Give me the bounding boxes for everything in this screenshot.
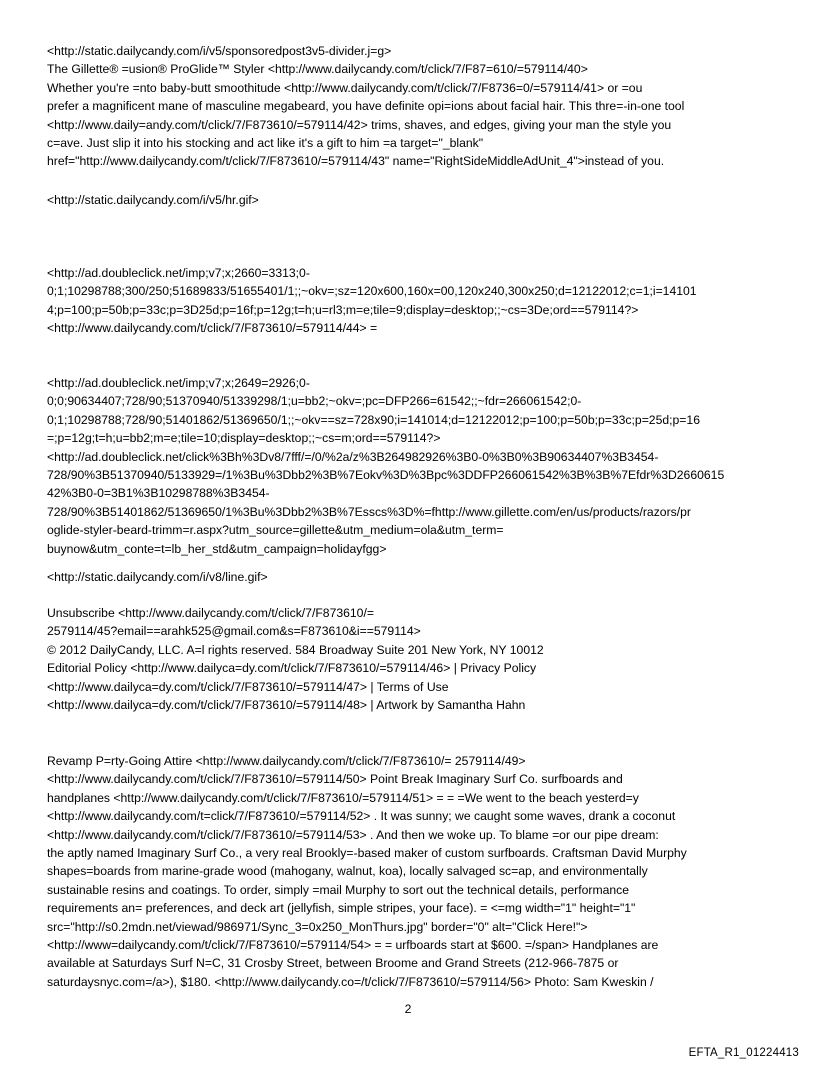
- text-line: © 2012 DailyCandy, LLC. A=l rights reserved. 584 Broadway Suite 201 New York, NY 10012: [47, 642, 544, 657]
- text-line: 42%3B0-0=3B1%3B10298788%3B3454-: [47, 486, 270, 501]
- text-line: <http://www=dailycandy.com/t/click/7/F873610/=579114/54> = = urfboards start at $600. =/span> Handplanes are: [47, 938, 659, 953]
- text-line: =;p=12g;t=h;u=bb2;m=e;tile=10;display=desktop;;~cs=m;ord==579114?>: [47, 431, 441, 446]
- text-line: <http://ad.doubleclick.net/imp;v7;x;2649=2926;0-: [47, 376, 310, 390]
- surf-article-block: [47, 752, 775, 991]
- text-line: 0;1;10298788;300/250;51689833/51655401/1;;~okv=;sz=120x600,160x=00,120x240,300x250;d=12122012;c=1;i=14101: [47, 284, 697, 299]
- text-line: prefer a magnificent mane of masculine megabeard, you have definite opi=ions about facial hair. This thre=-in-one tool: [47, 99, 685, 114]
- text-line: available at Saturdays Surf N=C, 31 Crosby Street, between Broome and Grand Streets (212-966-7875 or: [47, 956, 619, 971]
- text-line: requirements an= preferences, and deck art (jellyfish, simple stripes, your face). = <=mg width="1" height="1": [47, 901, 636, 916]
- text-line: buynow&utm_conte=t=lb_her_std&utm_campaign=holidayfgg>: [47, 541, 387, 556]
- text-line: sustainable resins and coatings. To order, simply =mail Murphy to sort out the technical details, performance: [47, 882, 630, 897]
- text-line: 0;1;10298788;728/90;51401862/51369650/1;;~okv==sz=728x90;i=141014;d=12122012;p=100;p=50b;p=33c;p=25d;p=16: [47, 412, 700, 427]
- text-line: <http://static.dailycandy.com/i/v5/sponsoredpost3v5-divider.j=g>: [47, 44, 392, 58]
- text-line: saturdaysnyc.com=/a>), $180. <http://www.dailycandy.co=/t/click/7/F873610/=579114/56> Photo: Sam Kweskin /: [47, 974, 654, 989]
- text-line: 728/90%3B51401862/51369650/1%3Bu%3Dbb2%3B%7Esscs%3D%=fhttp://www.gillette.com/en/us/products/razors/pr: [47, 504, 691, 519]
- text-line: the aptly named Imaginary Surf Co., a very real Brookly=-based maker of custom surfboards. Craftsman David Murphy: [47, 846, 687, 861]
- text-line: shapes=boards from marine-grade wood (mahogany, walnut, koa), locally salvaged sc=ap, and environmentally: [47, 864, 648, 879]
- line-image-link: [47, 568, 775, 586]
- text-line: 0;0;90634407;728/90;51370940/51339298/1;u=bb2;~okv=;pc=DFP266=61542;;~fdr=266061542;0-: [47, 394, 582, 409]
- text-line: <http://www.dailycandy.com/t/click/7/F873610/=579114/44> =: [47, 321, 378, 336]
- text-line: <http://static.dailycandy.com/i/v5/hr.gif>: [47, 193, 259, 207]
- sponsored-post-block: [47, 42, 775, 171]
- ad-impression-block-2: [47, 374, 775, 558]
- page-number: 2: [404, 1002, 412, 1016]
- text-line: <http://www.dailyca=dy.com/t/click/7/F873610/=579114/47> | Terms of Use: [47, 679, 449, 694]
- text-line: href="http://www.dailycandy.com/t/click/7/F873610/=579114/43" name="RightSideMiddleAdUnit_4">instead of you.: [47, 154, 665, 169]
- text-line: c=ave. Just slip it into his stocking and act like it's a gift to him =a target="_blank": [47, 136, 484, 151]
- text-line: <http://www.daily=andy.com/t/click/7/F873610/=579114/42> trims, shaves, and edges, giving your man the style you: [47, 117, 672, 132]
- text-line: <http://www.dailycandy.com/t/click/7/F873610/=579114/53> . And then we woke up. To blame =or our pipe dream:: [47, 827, 659, 842]
- text-line: Revamp P=rty-Going Attire <http://www.dailycandy.com/t/click/7/F873610/= 2579114/49>: [47, 754, 526, 768]
- text-line: 2579114/45?email==arahk525@gmail.com&s=F873610&i==579114>: [47, 624, 421, 639]
- ad-impression-block-1: [47, 264, 775, 338]
- text-line: <http://static.dailycandy.com/i/v8/line.gif>: [47, 570, 268, 584]
- text-line: The Gillette® =usion® ProGlide™ Styler <http://www.dailycandy.com/t/click/7/F87=610/=579114/40>: [47, 62, 588, 77]
- text-line: src="http://s0.2mdn.net/viewad/986971/Sync_3=0x250_MonThurs.jpg" border="0" alt="Click Here!">: [47, 919, 588, 934]
- text-line: <http://ad.doubleclick.net/click%3Bh%3Dv8/7fff/=/0/%2a/z%3B264982926%3B0-0%3B0%3B90634407%3B3454-: [47, 449, 659, 464]
- footer-legal-block: [47, 604, 775, 714]
- text-line: handplanes <http://www.dailycandy.com/t/click/7/F873610/=579114/51> = = =We went to the beach yesterd=y: [47, 790, 639, 805]
- text-line: <http://www.dailycandy.com/t/click/7/F873610/=579114/50> Point Break Imaginary Surf Co. surfboards and: [47, 772, 623, 787]
- text-line: Editorial Policy <http://www.dailyca=dy.com/t/click/7/F873610/=579114/46> | Privacy Policy: [47, 661, 537, 676]
- hr-image-link: [47, 191, 775, 209]
- text-line: Unsubscribe <http://www.dailycandy.com/t/click/7/F873610/=: [47, 606, 374, 620]
- bates-number: EFTA_R1_01224413: [688, 1047, 799, 1059]
- text-line: 728/90%3B51370940/5133929=/1%3Bu%3Dbb2%3B%7Eokv%3D%3Bpc%3DDFP266061542%3B%3B%7Efdr%3D2660615: [47, 468, 725, 483]
- text-line: 4;p=100;p=50b;p=33c;p=3D25d;p=16f;p=12g;t=h;u=rl3;m=e;tile=9;display=desktop;;~cs=3De;ord==579114?>: [47, 302, 639, 317]
- text-line: <http://www.dailyca=dy.com/t/click/7/F873610/=579114/48> | Artwork by Samantha Hahn: [47, 698, 526, 713]
- text-line: Whether you're =nto baby-butt smoothitude <http://www.dailycandy.com/t/click/7/F8736=0/=579114/41> or =ou: [47, 80, 643, 95]
- text-line: <http://ad.doubleclick.net/imp;v7;x;2660=3313;0-: [47, 266, 310, 280]
- text-line: <http://www.dailycandy.com/t=click/7/F873610/=579114/52> . It was sunny; we caught some waves, drank a coconut: [47, 809, 676, 824]
- text-line: oglide-styler-beard-trimm=r.aspx?utm_source=gillette&utm_medium=ola&utm_term=: [47, 523, 504, 538]
